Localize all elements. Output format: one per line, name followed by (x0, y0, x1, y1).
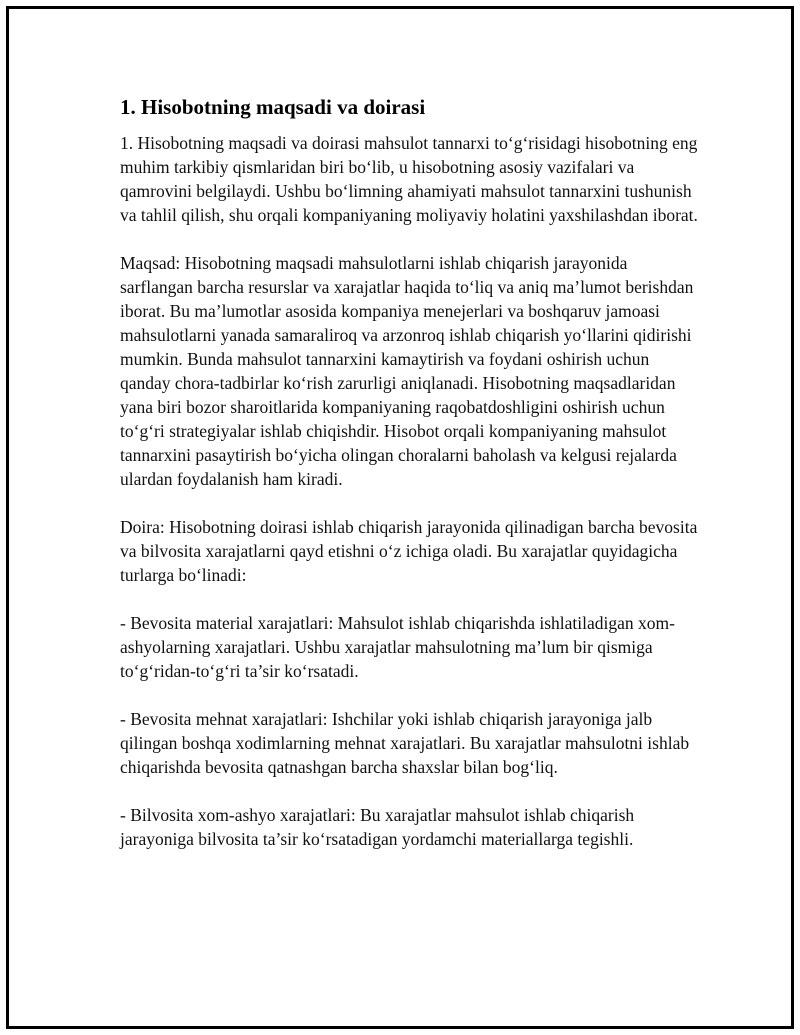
indirect-material-costs-item: - Bilvosita xom-ashyo xarajatlari: Bu xarajatlar mahsulot ishlab chiqarish jarayoniga bilvosita ta’sir ko‘rsatadigan yordamchi materiallarga tegishli. (120, 805, 635, 849)
direct-material-costs-item: - Bevosita material xarajatlari: Mahsulot ishlab chiqarishda ishlatiladigan xom-ashyolarning xarajatlari. Ushbu xarajatlar mahsulotning ma’lum bir qismiga to‘g‘ridan-to‘g‘ri ta’sir ko‘rsatadi. (120, 613, 675, 681)
direct-labor-costs-item: - Bevosita mehnat xarajatlari: Ishchilar yoki ishlab chiqarish jarayoniga jalb qilingan boshqa xodimlarning mehnat xarajatlari. Bu xarajatlar mahsulotni ishlab chiqarishda bevosita qatnashgan barcha shaxslar bilan bog‘liq. (120, 709, 690, 777)
scope-paragraph: Doira: Hisobotning doirasi ishlab chiqarish jarayonida qilinadigan barcha bevosita va bilvosita xarajatlarni qayd etishni o‘z ichiga oladi. Bu xarajatlar quyidagicha turlarga bo‘linadi: (120, 517, 698, 585)
section-heading: 1. Hisobotning maqsadi va doirasi (120, 95, 426, 119)
intro-paragraph: 1. Hisobotning maqsadi va doirasi mahsulot tannarxi to‘g‘risidagi hisobotning eng muhim tarkibiy qismlaridan biri bo‘lib, u hisobotning asosiy vazifalari va qamrovini belgilaydi. Ushbu bo‘limning ahamiyati mahsulot tannarxini tushunish va tahlil qilish, shu orqali kompaniyaning moliyaviy holatini yaxshilashdan iborat. (120, 133, 698, 225)
page-frame (6, 6, 794, 1029)
purpose-paragraph: Maqsad: Hisobotning maqsadi mahsulotlarni ishlab chiqarish jarayonida sarflangan barcha resurslar va xarajatlar haqida to‘liq va aniq ma’lumot berishdan iborat. Bu ma’lumotlar asosida kompaniya menejerlari va boshqaruv jamoasi mahsulotlarni yanada samaraliroq va arzonroq ishlab chiqarish yo‘llarini qidirishi mumkin. Bunda mahsulot tannarxini kamaytirish va foydani oshirish uchun qanday chora-tadbirlar ko‘rish zarurligi aniqlanadi. Hisobotning maqsadlaridan yana biri bozor sharoitlarida kompaniyaning raqobatdoshligini oshirish uchun to‘g‘ri strategiyalar ishlab chiqishdir. Hisobot orqali kompaniyaning mahsulot tannarxini pasaytirish bo‘yicha olingan choralarni baholash va kelgusi rejalarda ulardan foydalanish ham kiradi. (120, 253, 694, 489)
document-body (120, 93, 700, 875)
